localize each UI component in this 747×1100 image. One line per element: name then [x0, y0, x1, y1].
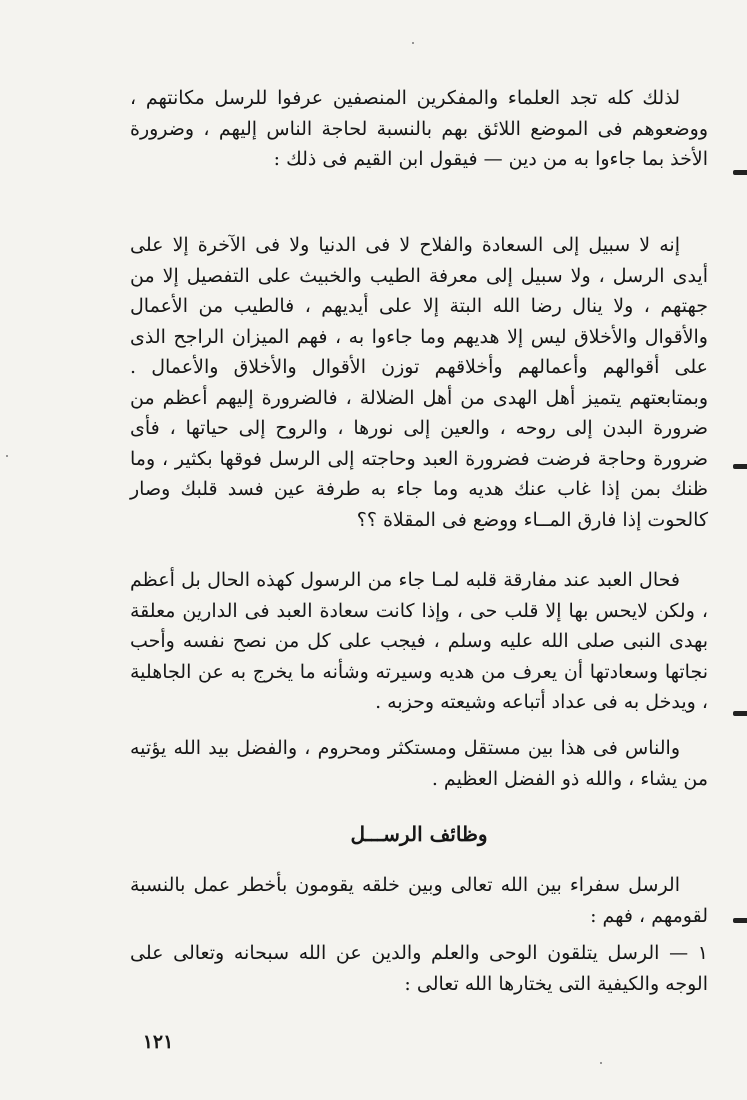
- scan-speck: [600, 1062, 602, 1064]
- section-heading: وظائف الرســـل: [350, 822, 488, 846]
- paragraph-ibn-al-qayyim-quote: إنه لا سبيل إلى السعادة والفلاح لا فى الدنيا ولا فى الآخرة إلا على أيدى الرسل ، ولا سبيل إلى معرفة الطيب والخبيث على التفصيل إلا من جهتهم ، ولا ينال رضا الله البتة إلا على أيديهم ، فالطيب من الأعمال والأقوال والأخلاق ليس إلا هديهم وما جاءوا به ، فهم الميزان الراجح الذى على أقوالهم وأعمالهم وأخلاقهم توزن الأقوال والأخلاق والأعمال . وبمتابعتهم يتميز أهل الهدى من أهل الضلالة ، فالضرورة إليهم أعظم من ضرورة البدن إلى روحه ، والعين إلى نورها ، والروح إلى حياتها ، فأى ضرورة وحاجة فرضت فضرورة العبد وحاجته إلى الرسل فوقها بكثير ، وما ظنك بمن إذا غاب عنك هديه وما جاء به طرفة عين فسد قلبك وصار كالحوت إذا فارق المــاء ووضع فى المقلاة ؟؟: [130, 234, 708, 531]
- binding-mark: [733, 170, 747, 175]
- paragraph-people-categories: والناس فى هذا بين مستقل ومستكثر ومحروم ، والفضل بيد الله يؤتيه من يشاء ، والله ذو الفضل العظيم .: [130, 737, 708, 790]
- binding-mark: [733, 918, 747, 923]
- binding-mark: [733, 464, 747, 469]
- paragraph-list-item-1: ١ — الرسل يتلقون الوحى والعلم والدين عن الله سبحانه وتعالى على الوجه والكيفية التى يختارها الله تعالى :: [130, 942, 708, 995]
- page-number: ١٢١: [142, 1031, 174, 1053]
- scan-speck: [412, 42, 414, 44]
- paragraph-intro: لذلك كله تجد العلماء والمفكرين المنصفين عرفوا للرسل مكانتهم ، ووضعوهم فى الموضع اللائق بهم بالنسبة لحاجة الناس إليهم ، وضرورة الأخذ بما جاءوا به من دين — فيقول ابن القيم فى ذلك :: [130, 87, 708, 170]
- binding-mark: [733, 711, 747, 716]
- scan-speck: [6, 455, 8, 457]
- paragraph-state-of-servant: فحال العبد عند مفارقة قلبه لمـا جاء من الرسول كهذه الحال بل أعظم ، ولكن لايحس بها إلا قلب حى ، وإذا كانت سعادة العبد فى الدارين معلقة بهدى النبى صلى الله عليه وسلم ، فيجب على كل من نصح نفسه وأحب نجاتها وسعادتها أن يعرف من هديه وسيرته وشأنه ما يخرج به عن الجاهلية ، ويدخل به فى عداد أتباعه وشيعته وحزبه .: [130, 569, 708, 713]
- paragraph-messengers-ambassadors: الرسل سفراء بين الله تعالى وبين خلقه يقومون بأخطر عمل بالنسبة لقومهم ، فهم :: [130, 874, 708, 927]
